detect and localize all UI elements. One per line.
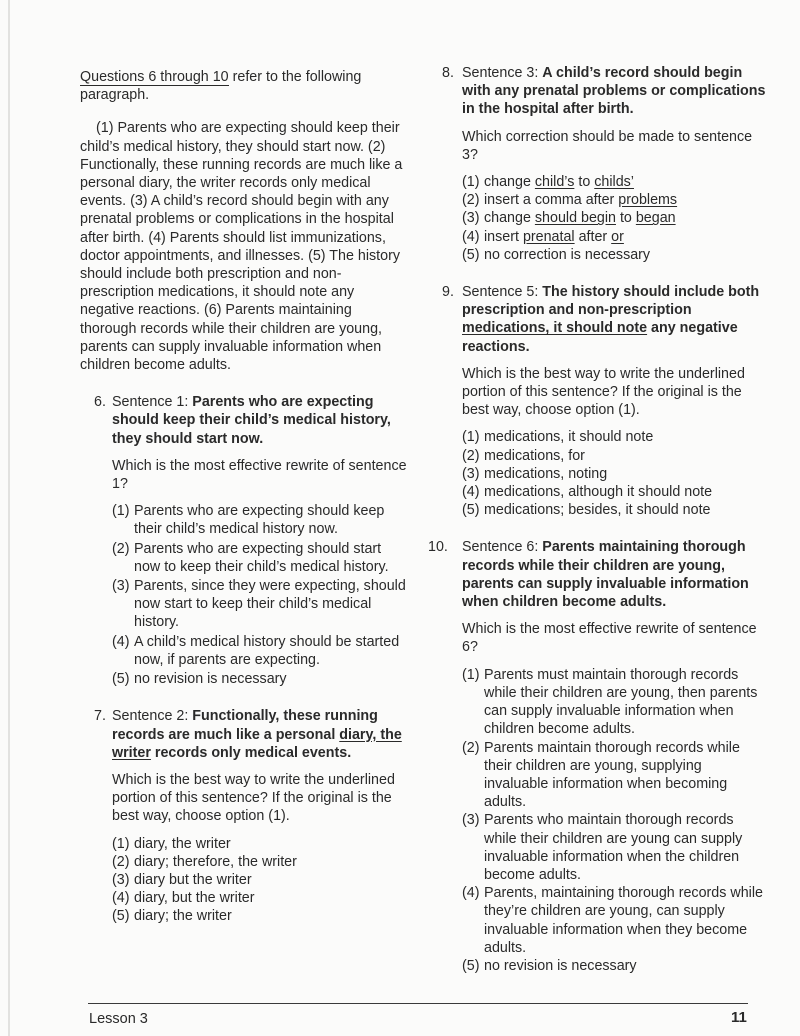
stem-label: Sentence 5: — [462, 284, 543, 301]
option-text: diary; therefore, the writer — [134, 853, 297, 870]
option-underlined-word: should begin — [534, 210, 616, 227]
stem-sentence: Parents maintaining thorough records while their children are young, parents can supply invaluable information when children become adults. — [462, 539, 749, 611]
question-prompt: Which is the best way to write the underlined portion of this sentence? If the original is the best way, choose option (1). — [462, 365, 745, 419]
option-number: (5) — [462, 957, 480, 974]
answer-options — [462, 428, 768, 519]
option-underlined-word: began — [635, 210, 676, 227]
option-text: medications, for — [484, 447, 585, 464]
answer-option-3[interactable] — [462, 465, 768, 483]
option-number: (2) — [112, 853, 130, 870]
question-stem — [462, 538, 768, 611]
answer-option-5[interactable] — [462, 501, 768, 519]
intro-rest: refer to the following paragraph. — [80, 69, 362, 104]
option-number: (4) — [112, 890, 130, 907]
stem-label: Sentence 2: — [112, 708, 193, 725]
stem-sentence-part-b: records only medical events. — [150, 744, 352, 761]
option-text: Parents must maintain thorough records while their children are young, then parents can supply invaluable information when children become adults. — [484, 666, 758, 738]
question-stem — [462, 283, 768, 356]
stem-underlined-portion: diary, the writer — [112, 726, 402, 761]
answer-option-1[interactable] — [462, 666, 768, 739]
question-10 — [428, 538, 768, 975]
option-text-prefix: change — [484, 174, 535, 191]
option-text: A child’s medical history should be started now, if parents are expecting. — [134, 633, 400, 668]
option-text: medications, noting — [484, 465, 608, 482]
left-column — [80, 68, 410, 945]
intro-lead: Questions 6 through 10 — [80, 69, 229, 85]
option-text: Parents who are expecting should keep their child’s medical history now. — [134, 503, 385, 538]
stem-sentence-part-b: any negative reactions. — [462, 320, 738, 355]
question-number: 8. — [442, 65, 454, 81]
question-number: 10. — [428, 539, 448, 556]
question-stem — [112, 707, 410, 762]
option-text: diary but the writer — [134, 871, 252, 888]
option-text-middle: to — [615, 210, 636, 227]
answer-option-4[interactable] — [462, 483, 768, 501]
answer-option-2[interactable] — [112, 853, 410, 871]
stem-sentence: A child’s record should begin with any prenatal problems or complications in the hospital after birth. — [462, 65, 766, 118]
footer-rule — [88, 1003, 748, 1004]
stem-label: Sentence 6: — [462, 539, 543, 556]
reading-paragraph: (1) Parents who are expecting should keep their child’s medical history, they should start now. (2) Functionally, these running records are much like a personal diary, the writer records only medical events. (3) A child’s record should begin with any prenatal problems or complications in the hospital after birth. (4) Parents should list immunizations, doctor appointments, and illnesses. (5) The history should include both prescription and non-prescription medications, it should note any negative reactions. (6) Parents maintaining thorough records while their children are young, parents can supply invaluable information when children become adults. — [80, 120, 403, 374]
question-7 — [80, 707, 410, 925]
question-prompt: Which is the most effective rewrite of sentence 6? — [462, 621, 757, 656]
option-text: Parents, maintaining thorough records while they’re children are young, can supply invaluable information when they become adults. — [484, 885, 763, 956]
answer-option-3[interactable] — [112, 577, 410, 632]
answer-option-5[interactable] — [112, 670, 410, 688]
option-text-middle: to — [574, 174, 595, 191]
answer-option-4[interactable] — [112, 633, 410, 669]
answer-option-1[interactable] — [112, 835, 410, 853]
answer-option-4[interactable] — [462, 884, 768, 957]
stem-label: Sentence 3: — [462, 65, 543, 81]
option-number: (2) — [462, 192, 480, 209]
question-number: 9. — [442, 284, 454, 301]
option-text: Parents, since they were expecting, should now start to keep their child’s medical history. — [134, 578, 406, 631]
option-number: (1) — [112, 503, 130, 520]
answer-options — [462, 666, 768, 975]
option-number: (2) — [112, 540, 130, 557]
option-number: (1) — [462, 429, 480, 446]
answer-option-5[interactable] — [462, 957, 768, 975]
option-number: (3) — [112, 871, 130, 888]
question-number: 6. — [94, 394, 106, 411]
option-number: (4) — [462, 885, 480, 902]
option-underlined-word: prenatal — [522, 228, 575, 245]
option-underlined-word: problems — [618, 192, 678, 209]
question-stem — [112, 393, 410, 448]
option-number: (1) — [462, 174, 480, 191]
option-number: (4) — [462, 484, 480, 501]
option-text: Parents who maintain thorough records while their children are young can supply invaluable information when the children become adults. — [484, 812, 743, 883]
question-prompt: Which correction should be made to sentence 3? — [462, 128, 753, 163]
option-text: diary, but the writer — [134, 890, 255, 907]
option-number: (4) — [462, 228, 480, 245]
answer-option-2[interactable] — [462, 447, 768, 465]
option-number: (5) — [462, 246, 480, 263]
option-text-prefix: insert a comma after — [484, 192, 619, 209]
answer-options — [112, 835, 410, 926]
question-6 — [80, 393, 410, 688]
answer-option-2[interactable] — [112, 540, 410, 576]
option-number: (5) — [112, 908, 130, 925]
option-number: (1) — [112, 835, 130, 852]
intro-text — [80, 68, 410, 104]
question-stem — [462, 64, 768, 119]
option-number: (3) — [112, 578, 130, 595]
page-number: 11 — [731, 1009, 747, 1026]
option-text: medications, it should note — [484, 429, 654, 446]
question-prompt: Which is the best way to write the underlined portion of this sentence? If the original is the best way, choose option (1). — [112, 771, 395, 825]
answer-option-5[interactable] — [112, 907, 410, 925]
stem-sentence-part-a: The history should include both prescription and non-prescription — [462, 284, 760, 319]
option-text: no revision is necessary — [134, 671, 287, 688]
answer-option-2[interactable] — [462, 739, 768, 812]
question-8 — [428, 64, 768, 264]
answer-option-4[interactable] — [462, 228, 768, 246]
option-text-middle: after — [574, 228, 612, 245]
answer-option-5[interactable] — [462, 246, 768, 264]
question-number: 7. — [94, 708, 106, 725]
option-underlined-word: childs’ — [594, 174, 634, 191]
option-number: (3) — [462, 812, 480, 829]
question-prompt: Which is the most effective rewrite of sentence 1? — [112, 457, 407, 493]
option-number: (1) — [462, 666, 480, 683]
answer-option-3[interactable] — [112, 871, 410, 889]
option-number: (2) — [462, 739, 480, 756]
stem-label: Sentence 1: — [112, 394, 193, 411]
right-column — [428, 64, 768, 994]
option-text: Parents who are expecting should start now to keep their child’s medical history. — [134, 540, 389, 575]
option-text: diary; the writer — [134, 908, 232, 925]
option-underlined-word: or — [611, 228, 624, 245]
option-text-prefix: insert — [484, 228, 523, 245]
option-text: medications, although it should note — [484, 484, 713, 501]
answer-option-4[interactable] — [112, 889, 410, 907]
option-number: (5) — [112, 671, 130, 688]
scan-edge-shadow — [8, 0, 10, 1036]
answer-option-1[interactable] — [112, 502, 410, 538]
option-number: (3) — [462, 465, 480, 482]
option-text: no correction is necessary — [484, 246, 651, 263]
option-text: no revision is necessary — [484, 957, 637, 974]
stem-underlined-portion: medications, it should note — [462, 320, 648, 337]
stem-sentence-part-a: Functionally, these running records are much like a personal — [112, 708, 378, 743]
option-number: (3) — [462, 210, 480, 227]
footer-lesson-label: Lesson 3 — [89, 1011, 148, 1027]
question-9 — [428, 283, 768, 519]
option-underlined-word: child’s — [534, 174, 575, 191]
answer-option-1[interactable] — [462, 173, 768, 191]
answer-option-3[interactable] — [462, 209, 768, 227]
option-number: (5) — [462, 502, 480, 519]
answer-option-3[interactable] — [462, 811, 768, 884]
option-text: diary, the writer — [134, 835, 231, 852]
option-number: (4) — [112, 633, 130, 650]
answer-option-2[interactable] — [462, 191, 768, 209]
answer-options — [462, 173, 768, 264]
option-text: medications; besides, it should note — [484, 502, 711, 519]
stem-sentence: Parents who are expecting should keep their child’s medical history, they should start now. — [112, 394, 391, 447]
option-text-prefix: change — [484, 210, 535, 227]
option-text: Parents maintain thorough records while their children are young, supplying invaluable information when becoming adults. — [484, 739, 740, 811]
answer-option-1[interactable] — [462, 428, 768, 446]
option-number: (2) — [462, 447, 480, 464]
answer-options — [112, 502, 410, 688]
